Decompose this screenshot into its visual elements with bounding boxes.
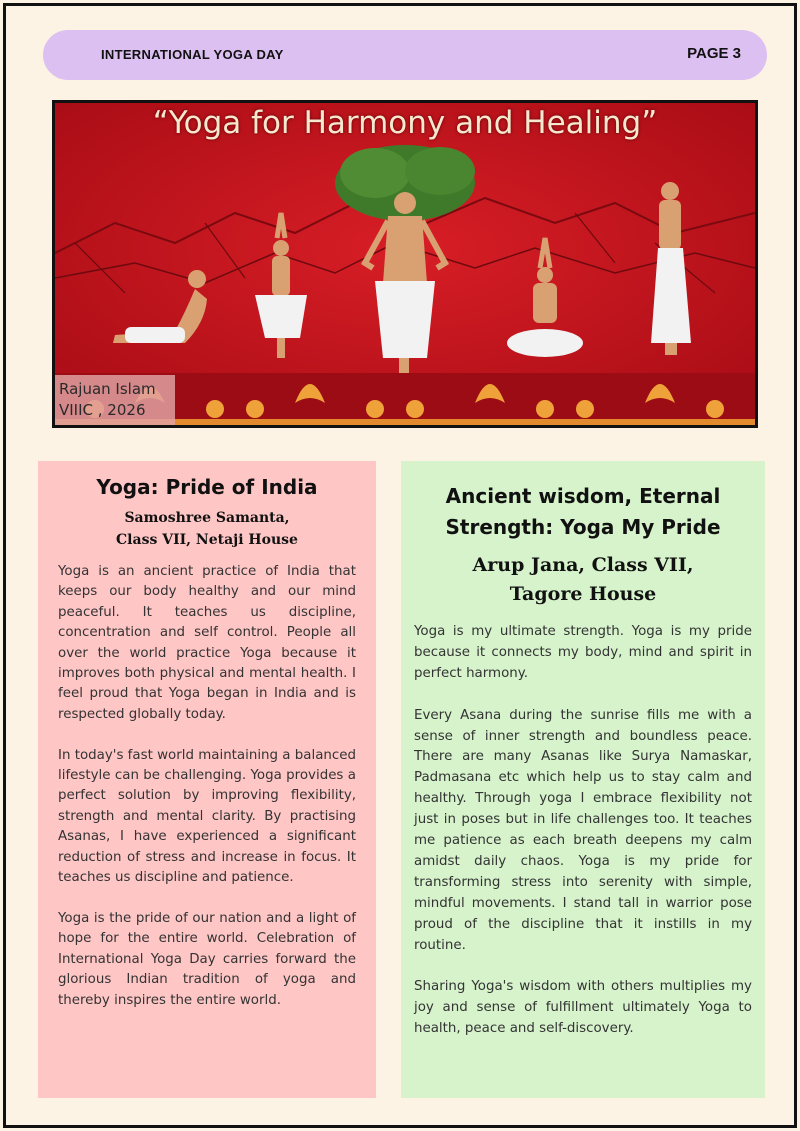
header-bar (43, 30, 767, 80)
paragraph: Every Asana during the sunrise fills me with a sense of inner strength and boundless peace. There are many Asanas like Surya Namaskar, Padmasana etc which help us to stay calm and healthy. Through yoga I embrace flexibility not just in poses but in life challenges too. It teaches me patience as each breath deepens my calm amidst daily chaos. Yoga is my pride for transforming stress into serenity with simple, mindful movements. I stand tall in warrior pose proud of the discipline that it instills in my routine. (414, 707, 752, 953)
article-right-body (414, 622, 752, 1040)
paragraph: In today's fast world maintaining a balanced lifestyle can be challenging. Yoga provides a perfect solution by improving flexibility, strength and mental clarity. By practising Asanas, I have experienced a significant reduction of stress and increase in focus. It teaches us discipline and patience. (58, 747, 356, 886)
yoga-banner-image (52, 100, 758, 428)
artist-credit (55, 375, 175, 425)
paragraph: Yoga is an ancient practice of India that keeps our body healthy and our mind peaceful. It teaches us discipline, concentration and self control. People all over the world practice Yoga because it improves both physical and mental health. I feel proud that Yoga began in India and is respected globally today. (58, 564, 356, 722)
artist-name: Rajuan Islam (59, 380, 156, 398)
paragraph: Yoga is the pride of our nation and a light of hope for the entire world. Celebration of International Yoga Day carries forward the glorious Indian tradition of yoga and thereby inspires the entire world. (58, 910, 356, 1008)
paragraph: Sharing Yoga's wisdom with others multiplies my joy and sense of fulfillment ultimately Yoga to health, peace and self-discovery. (414, 979, 752, 1037)
page-number: PAGE 3 (687, 45, 741, 62)
author-class: Class VII, Netaji House (116, 532, 298, 548)
author-house: Tagore House (509, 583, 657, 605)
newsletter-page (3, 3, 797, 1128)
article-left-author (58, 507, 356, 551)
artist-class: VIIIC , 2026 (59, 401, 146, 419)
article-left-body (58, 562, 356, 1011)
article-right-author (414, 551, 752, 609)
title-line: Ancient wisdom, Eternal (445, 484, 721, 508)
article-right (401, 461, 765, 1098)
article-right-title (414, 481, 752, 543)
author-name: Arup Jana, Class VII, (472, 554, 694, 576)
article-left-title: Yoga: Pride of India (96, 475, 318, 499)
article-left (38, 461, 376, 1098)
author-name: Samoshree Samanta, (124, 510, 290, 526)
paragraph: Yoga is my ultimate strength. Yoga is my pride because it connects my body, mind and spirit in perfect harmony. (414, 624, 752, 681)
newsletter-title: INTERNATIONAL YOGA DAY (101, 47, 284, 62)
banner-title: “Yoga for Harmony and Healing” (152, 105, 658, 141)
title-line: Strength: Yoga My Pride (445, 515, 721, 539)
